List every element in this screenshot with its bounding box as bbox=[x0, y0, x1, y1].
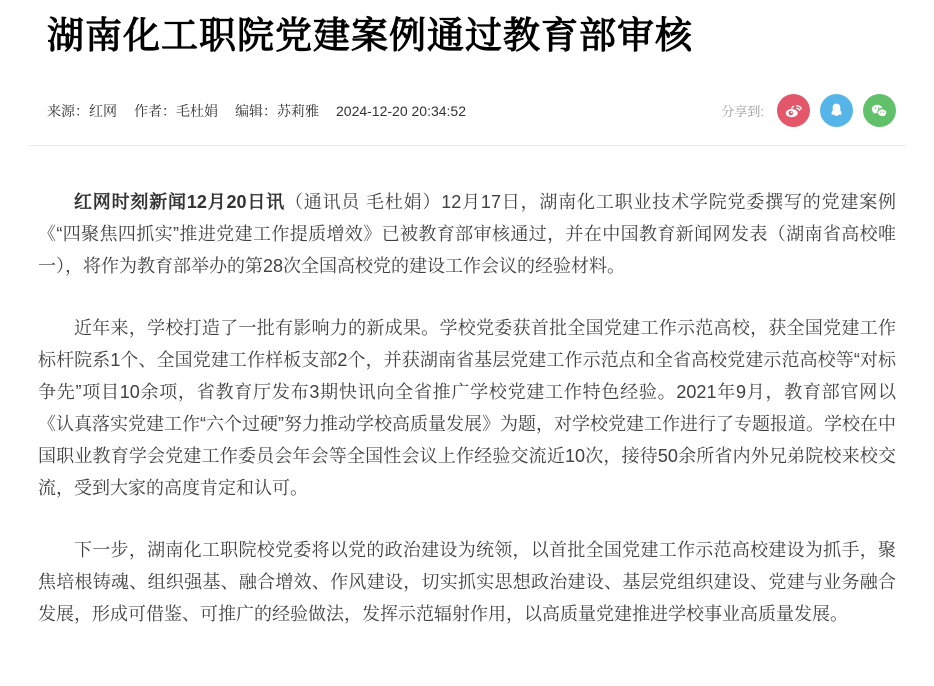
divider bbox=[28, 145, 906, 146]
share-wechat-button[interactable] bbox=[863, 94, 896, 127]
share-label: 分享到: bbox=[721, 104, 764, 119]
meta-author: 作者：毛杜娟 bbox=[134, 102, 218, 119]
article-page bbox=[0, 14, 934, 686]
paragraph-3 bbox=[38, 534, 896, 630]
article-meta bbox=[47, 101, 466, 121]
share-weibo-button[interactable] bbox=[777, 94, 810, 127]
wechat-icon bbox=[869, 100, 890, 121]
meta-datetime: 2024-12-20 20:34:52 bbox=[336, 102, 466, 119]
meta-row bbox=[47, 94, 896, 127]
meta-editor: 编辑：苏莉雅 bbox=[235, 102, 319, 119]
weibo-icon bbox=[783, 100, 804, 121]
meta-source: 来源：红网 bbox=[47, 102, 117, 119]
share-bar bbox=[721, 94, 896, 127]
qq-icon bbox=[826, 100, 847, 121]
page-title: 湖南化工职院党建案例通过教育部审核 bbox=[47, 15, 693, 56]
share-qq-button[interactable] bbox=[820, 94, 853, 127]
paragraph-1 bbox=[38, 186, 896, 282]
article-body bbox=[38, 186, 896, 630]
paragraph-3-text: 下一步，湖南化工职院校党委将以党的政治建设为统领，以首批全国党建工作示范高校建设为抓手，聚焦培根铸魂、组织强基、融合增效、作风建设，切实抓实思想政治建设、基层党组织建设、党建与业务融合发展，形成可借鉴、可推广的经验做法，发挥示范辐射作用，以高质量党建推进学校事业高质量发展。 bbox=[38, 540, 896, 624]
paragraph-2 bbox=[38, 312, 896, 504]
paragraph-2-text: 近年来，学校打造了一批有影响力的新成果。学校党委获首批全国党建工作示范高校，获全国党建工作标杆院系1个、全国党建工作样板支部2个，并获湖南省基层党建工作示范点和全省高校党建示范高校等“对标争先”项目10余项，省教育厅发布3期快讯向全省推广学校党建工作特色经验。2021年9月，教育部官网以《认真落实党建工作“六个过硬”努力推动学校高质量发展》为题，对学校党建工作进行了专题报道。学校在中国职业教育学会党建工作委员会年会等全国性会议上作经验交流近10次，接待50余所省内外兄弟院校来校交流，受到大家的高度肯定和认可。 bbox=[38, 318, 896, 498]
paragraph-1-lead: 红网时刻新闻12月20日讯 bbox=[74, 192, 285, 212]
paragraph-1-text: （通讯员 毛杜娟）12月17日，湖南化工职业技术学院党委撰写的党建案例《“四聚焦四抓实”推进党建工作提质增效》已被教育部审核通过，并在中国教育新闻网发表（湖南省高校唯一），将作为教育部举办的第28次全国高校党的建设工作会议的经验材料。 bbox=[38, 192, 897, 276]
